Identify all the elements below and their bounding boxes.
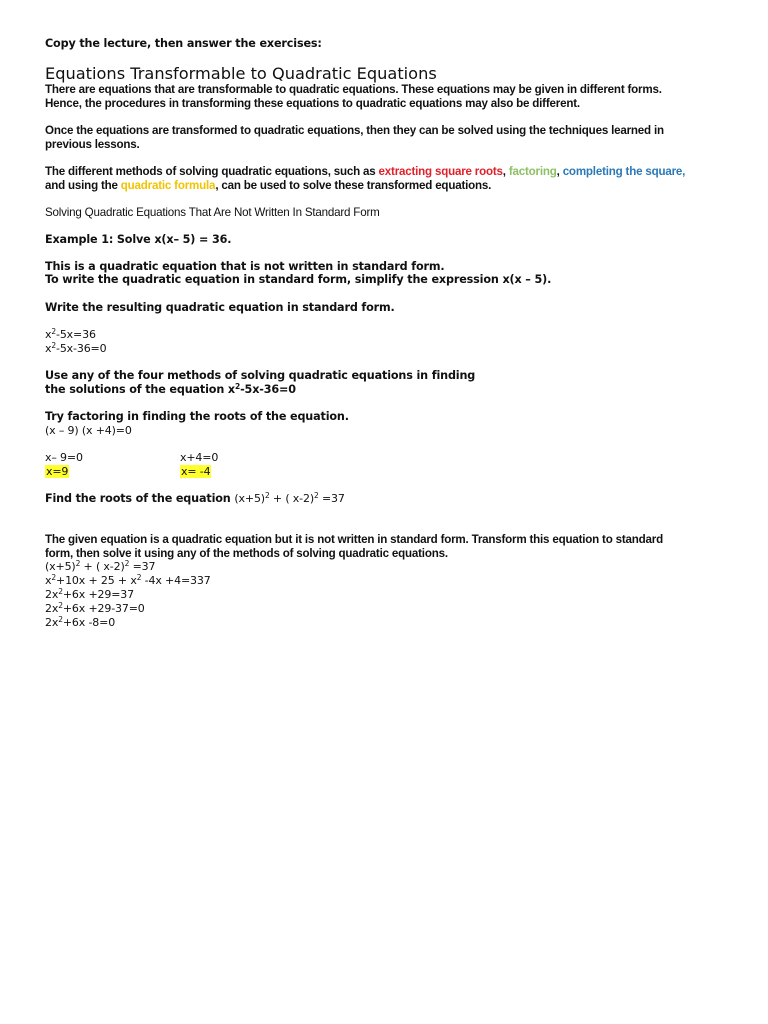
eq-part: +10x + 25 + x <box>56 574 137 587</box>
eq-exponent: 2 <box>51 573 56 582</box>
eq-exponent: 2 <box>51 327 56 336</box>
eq-part: 2x <box>45 602 59 615</box>
find-equation <box>234 492 344 505</box>
eq-exponent: 2 <box>75 559 81 568</box>
eq-exponent: 2 <box>136 573 142 582</box>
eq-part: +6x -8=0 <box>62 616 116 629</box>
methods-paragraph-line-1 <box>45 165 685 179</box>
example-2-prompt <box>45 492 345 506</box>
use-line2-rest: -5x-36=0 <box>240 383 296 396</box>
eq-part: + ( x-2) <box>80 560 125 573</box>
eq-part: =37 <box>318 492 345 505</box>
example-2-explain-line-1: The given equation is a quadratic equation but it is not written in standard form. Transform this equation to standard <box>45 533 663 546</box>
use-methods-line-1: Use any of the four methods of solving quadratic equations in finding <box>45 369 476 382</box>
intro-paragraph-line-2: Hence, the procedures in transforming these equations to quadratic equations may also be different. <box>45 97 580 110</box>
factored-equation: (x – 9) (x +4)=0 <box>45 424 132 437</box>
eq-part: 2x <box>45 616 59 629</box>
example-2-step-4 <box>45 602 145 616</box>
left-solution-highlighted: x=9 <box>46 465 69 478</box>
methods-line2-suffix: , can be used to solve these transformed equations. <box>215 179 492 192</box>
eq-part: +6x +29=37 <box>62 588 134 601</box>
methods-prefix: The different methods of solving quadratic equations, such as <box>45 165 379 178</box>
write-instruction: Write the resulting quadratic equation in standard form. <box>45 301 395 314</box>
eq-exponent: 2 <box>313 491 319 500</box>
eq-exponent: 2 <box>264 491 270 500</box>
eq-part: (x+5) <box>45 560 76 573</box>
eq-part: (x+5) <box>234 492 265 505</box>
method-extracting-square-roots: extracting square roots <box>378 165 503 178</box>
eq-exponent: 2 <box>58 601 63 610</box>
example-2-step-2 <box>45 574 211 588</box>
right-factor-equation: x+4=0 <box>180 451 219 464</box>
use-methods-line-2 <box>45 383 296 397</box>
example-2-step-3 <box>45 588 134 602</box>
eq-exponent: 2 <box>124 559 130 568</box>
eq-exponent: 2 <box>51 341 56 350</box>
method-completing-the-square: completing the square, <box>562 165 686 178</box>
eq-part: x <box>45 574 52 587</box>
step-equation-2 <box>45 342 106 356</box>
eq-rest: -5x=36 <box>56 328 96 341</box>
example-2-explain-line-2: form, then solve it using any of the methods of solving quadratic equations. <box>45 547 448 560</box>
once-paragraph-line-2: previous lessons. <box>45 138 140 151</box>
example-2-step-1 <box>45 560 155 574</box>
document-title: Equations Transformable to Quadratic Equations <box>45 64 437 83</box>
example-1-explain-line-2: To write the quadratic equation in standard form, simplify the expression x(x – 5). <box>45 273 552 286</box>
example-2-step-5 <box>45 616 115 630</box>
use-line2-prefix: the solutions of the equation x <box>45 383 235 396</box>
eq-part: + ( x-2) <box>269 492 314 505</box>
eq-part: 2x <box>45 588 59 601</box>
methods-paragraph-line-2 <box>45 179 491 193</box>
eq-base: x <box>45 328 52 341</box>
intro-paragraph-line-1: There are equations that are transformable to quadratic equations. These equations may be given in different forms. <box>45 83 662 96</box>
eq-part: +6x +29-37=0 <box>62 602 145 615</box>
methods-separator-2: , <box>556 165 563 178</box>
left-solution <box>45 465 69 479</box>
eq-base: x <box>45 342 52 355</box>
eq-exponent: 2 <box>234 382 241 391</box>
eq-part: -4x +4=337 <box>141 574 211 587</box>
left-factor-equation: x– 9=0 <box>45 451 83 464</box>
find-prefix: Find the roots of the equation <box>45 492 235 505</box>
right-solution <box>180 465 211 479</box>
methods-line2-prefix: and using the <box>45 179 121 192</box>
methods-separator-1: , <box>502 165 509 178</box>
example-1-explain-line-1: This is a quadratic equation that is not written in standard form. <box>45 260 445 273</box>
eq-rest: -5x-36=0 <box>56 342 107 355</box>
once-paragraph-line-1: Once the equations are transformed to quadratic equations, then they can be solved using the techniques learned in <box>45 124 664 137</box>
method-quadratic-formula: quadratic formula <box>120 179 216 192</box>
step-equation-1 <box>45 328 96 342</box>
right-solution-highlighted: x= -4 <box>181 465 211 478</box>
eq-part: =37 <box>129 560 156 573</box>
instruction-text: Copy the lecture, then answer the exercises: <box>45 37 322 50</box>
section-subheading: Solving Quadratic Equations That Are Not Written In Standard Form <box>45 206 380 219</box>
try-factoring-text: Try factoring in finding the roots of the equation. <box>45 410 349 423</box>
eq-exponent: 2 <box>58 587 63 596</box>
eq-exponent: 2 <box>58 615 63 624</box>
example-1-title: Example 1: Solve x(x– 5) = 36. <box>45 233 232 246</box>
method-factoring: factoring <box>508 165 557 178</box>
